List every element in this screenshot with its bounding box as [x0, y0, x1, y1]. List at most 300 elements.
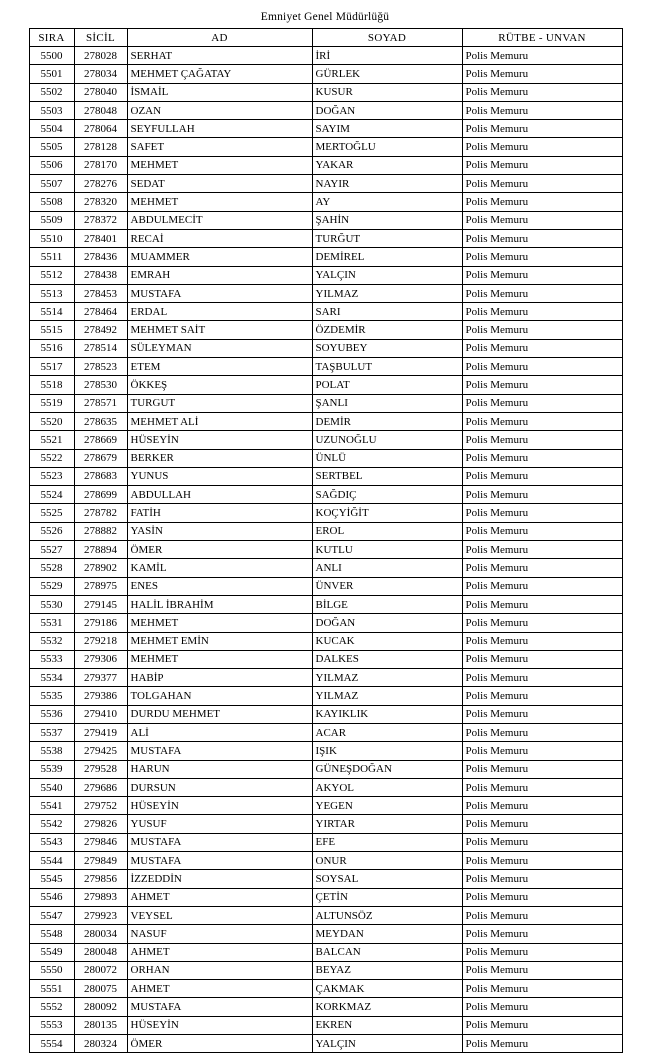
cell-sicil: 278683 — [74, 467, 127, 485]
cell-soyad: KUCAK — [312, 632, 462, 650]
table-row — [29, 303, 622, 321]
cell-sicil: 280135 — [74, 1016, 127, 1034]
cell-sicil: 278436 — [74, 248, 127, 266]
cell-sicil: 278453 — [74, 284, 127, 302]
cell-soyad: IŞIK — [312, 742, 462, 760]
cell-ad: TURGUT — [127, 394, 312, 412]
cell-soyad: EKREN — [312, 1016, 462, 1034]
cell-soyad: ÖZDEMİR — [312, 321, 462, 339]
cell-soyad: YALÇIN — [312, 266, 462, 284]
cell-rutbe: Polis Memuru — [462, 358, 622, 376]
column-header-sicil: SİCİL — [74, 29, 127, 47]
cell-sicil: 279145 — [74, 595, 127, 613]
cell-ad: HÜSEYİN — [127, 1016, 312, 1034]
cell-rutbe: Polis Memuru — [462, 321, 622, 339]
cell-rutbe: Polis Memuru — [462, 687, 622, 705]
cell-ad: MEHMET SAİT — [127, 321, 312, 339]
column-header-sira: SIRA — [29, 29, 74, 47]
cell-rutbe: Polis Memuru — [462, 156, 622, 174]
table-row — [29, 1016, 622, 1034]
cell-soyad: KORKMAZ — [312, 998, 462, 1016]
table-row — [29, 833, 622, 851]
cell-sicil: 278902 — [74, 559, 127, 577]
cell-sira: 5521 — [29, 431, 74, 449]
table-row — [29, 815, 622, 833]
cell-sicil: 279893 — [74, 888, 127, 906]
cell-soyad: KUSUR — [312, 83, 462, 101]
cell-soyad: YAKAR — [312, 156, 462, 174]
table-row — [29, 632, 622, 650]
cell-soyad: EFE — [312, 833, 462, 851]
cell-ad: ÖMER — [127, 541, 312, 559]
cell-soyad: SAYIM — [312, 120, 462, 138]
table-row — [29, 541, 622, 559]
cell-soyad: EROL — [312, 522, 462, 540]
cell-sicil: 278571 — [74, 394, 127, 412]
table-row — [29, 504, 622, 522]
cell-ad: BERKER — [127, 449, 312, 467]
table-row — [29, 431, 622, 449]
cell-sira: 5550 — [29, 961, 74, 979]
cell-sira: 5549 — [29, 943, 74, 961]
cell-ad: MUSTAFA — [127, 998, 312, 1016]
cell-soyad: DEMİR — [312, 412, 462, 430]
cell-ad: ALİ — [127, 723, 312, 741]
table-row — [29, 998, 622, 1016]
cell-sicil: 278894 — [74, 541, 127, 559]
cell-ad: MUSTAFA — [127, 284, 312, 302]
cell-sira: 5529 — [29, 577, 74, 595]
cell-rutbe: Polis Memuru — [462, 101, 622, 119]
cell-ad: SAFET — [127, 138, 312, 156]
cell-rutbe: Polis Memuru — [462, 376, 622, 394]
table-row — [29, 229, 622, 247]
table-row — [29, 943, 622, 961]
cell-soyad: TURĞUT — [312, 229, 462, 247]
cell-sira: 5542 — [29, 815, 74, 833]
cell-ad: YUSUF — [127, 815, 312, 833]
cell-sicil: 279186 — [74, 614, 127, 632]
cell-rutbe: Polis Memuru — [462, 906, 622, 924]
cell-sira: 5553 — [29, 1016, 74, 1034]
cell-soyad: ÜNVER — [312, 577, 462, 595]
cell-rutbe: Polis Memuru — [462, 632, 622, 650]
table-row — [29, 705, 622, 723]
cell-rutbe: Polis Memuru — [462, 412, 622, 430]
cell-sira: 5516 — [29, 339, 74, 357]
cell-sicil: 279923 — [74, 906, 127, 924]
cell-soyad: ÇETİN — [312, 888, 462, 906]
cell-sicil: 278040 — [74, 83, 127, 101]
table-row — [29, 486, 622, 504]
cell-rutbe: Polis Memuru — [462, 925, 622, 943]
cell-ad: SEYFULLAH — [127, 120, 312, 138]
cell-rutbe: Polis Memuru — [462, 138, 622, 156]
cell-ad: ABDULMECİT — [127, 211, 312, 229]
cell-rutbe: Polis Memuru — [462, 577, 622, 595]
table-row — [29, 193, 622, 211]
cell-ad: MUSTAFA — [127, 742, 312, 760]
table-row — [29, 1035, 622, 1053]
cell-sira: 5505 — [29, 138, 74, 156]
cell-sicil: 278028 — [74, 47, 127, 65]
cell-rutbe: Polis Memuru — [462, 723, 622, 741]
table-row — [29, 211, 622, 229]
cell-rutbe: Polis Memuru — [462, 1035, 622, 1053]
cell-soyad: BİLGE — [312, 595, 462, 613]
cell-rutbe: Polis Memuru — [462, 211, 622, 229]
table-row — [29, 559, 622, 577]
table-row — [29, 778, 622, 796]
cell-sira: 5514 — [29, 303, 74, 321]
cell-sicil: 279752 — [74, 797, 127, 815]
cell-soyad: YILMAZ — [312, 669, 462, 687]
cell-sira: 5532 — [29, 632, 74, 650]
cell-ad: MEHMET — [127, 650, 312, 668]
cell-ad: NASUF — [127, 925, 312, 943]
cell-sicil: 280048 — [74, 943, 127, 961]
cell-sira: 5537 — [29, 723, 74, 741]
cell-soyad: ONUR — [312, 852, 462, 870]
table-row — [29, 961, 622, 979]
cell-sira: 5503 — [29, 101, 74, 119]
table-row — [29, 138, 622, 156]
cell-rutbe: Polis Memuru — [462, 175, 622, 193]
cell-ad: OZAN — [127, 101, 312, 119]
cell-rutbe: Polis Memuru — [462, 449, 622, 467]
cell-sira: 5523 — [29, 467, 74, 485]
cell-sira: 5543 — [29, 833, 74, 851]
table-row — [29, 339, 622, 357]
cell-sicil: 278679 — [74, 449, 127, 467]
cell-rutbe: Polis Memuru — [462, 705, 622, 723]
cell-sicil: 279425 — [74, 742, 127, 760]
cell-sira: 5540 — [29, 778, 74, 796]
table-row — [29, 614, 622, 632]
cell-ad: MEHMET — [127, 156, 312, 174]
cell-soyad: ÜNLÜ — [312, 449, 462, 467]
cell-rutbe: Polis Memuru — [462, 65, 622, 83]
cell-ad: DURSUN — [127, 778, 312, 796]
cell-sicil: 278276 — [74, 175, 127, 193]
cell-soyad: YALÇIN — [312, 1035, 462, 1053]
cell-ad: ENES — [127, 577, 312, 595]
cell-rutbe: Polis Memuru — [462, 248, 622, 266]
cell-sicil: 278782 — [74, 504, 127, 522]
cell-sicil: 278492 — [74, 321, 127, 339]
cell-sicil: 280075 — [74, 980, 127, 998]
cell-sira: 5502 — [29, 83, 74, 101]
cell-soyad: ŞANLI — [312, 394, 462, 412]
cell-rutbe: Polis Memuru — [462, 870, 622, 888]
cell-soyad: İRİ — [312, 47, 462, 65]
cell-ad: SEDAT — [127, 175, 312, 193]
cell-ad: MUSTAFA — [127, 833, 312, 851]
cell-sira: 5546 — [29, 888, 74, 906]
cell-soyad: SERTBEL — [312, 467, 462, 485]
cell-soyad: BEYAZ — [312, 961, 462, 979]
cell-sira: 5513 — [29, 284, 74, 302]
cell-sira: 5519 — [29, 394, 74, 412]
column-header-soyad: SOYAD — [312, 29, 462, 47]
cell-sicil: 278064 — [74, 120, 127, 138]
cell-sicil: 280072 — [74, 961, 127, 979]
table-row — [29, 467, 622, 485]
cell-sira: 5527 — [29, 541, 74, 559]
cell-ad: HABİP — [127, 669, 312, 687]
cell-sicil: 279686 — [74, 778, 127, 796]
cell-ad: HARUN — [127, 760, 312, 778]
cell-ad: MEHMET EMİN — [127, 632, 312, 650]
cell-sicil: 279377 — [74, 669, 127, 687]
cell-soyad: NAYIR — [312, 175, 462, 193]
cell-sira: 5536 — [29, 705, 74, 723]
cell-rutbe: Polis Memuru — [462, 595, 622, 613]
cell-ad: RECAİ — [127, 229, 312, 247]
cell-soyad: SOYUBEY — [312, 339, 462, 357]
cell-rutbe: Polis Memuru — [462, 1016, 622, 1034]
table-row — [29, 687, 622, 705]
table-header-row — [29, 29, 622, 47]
cell-ad: YASİN — [127, 522, 312, 540]
cell-soyad: AY — [312, 193, 462, 211]
cell-rutbe: Polis Memuru — [462, 778, 622, 796]
cell-rutbe: Polis Memuru — [462, 193, 622, 211]
cell-ad: MUAMMER — [127, 248, 312, 266]
page-title: Emniyet Genel Müdürlüğü — [260, 11, 390, 23]
cell-sicil: 279528 — [74, 760, 127, 778]
cell-rutbe: Polis Memuru — [462, 760, 622, 778]
cell-rutbe: Polis Memuru — [462, 83, 622, 101]
cell-sicil: 279856 — [74, 870, 127, 888]
cell-sira: 5517 — [29, 358, 74, 376]
cell-sicil: 278401 — [74, 229, 127, 247]
cell-sira: 5518 — [29, 376, 74, 394]
cell-ad: HALİL İBRAHİM — [127, 595, 312, 613]
cell-sira: 5504 — [29, 120, 74, 138]
cell-sira: 5544 — [29, 852, 74, 870]
cell-rutbe: Polis Memuru — [462, 120, 622, 138]
cell-rutbe: Polis Memuru — [462, 614, 622, 632]
cell-sicil: 278523 — [74, 358, 127, 376]
cell-sicil: 278048 — [74, 101, 127, 119]
cell-rutbe: Polis Memuru — [462, 339, 622, 357]
cell-ad: DURDU MEHMET — [127, 705, 312, 723]
cell-rutbe: Polis Memuru — [462, 669, 622, 687]
cell-sira: 5535 — [29, 687, 74, 705]
cell-rutbe: Polis Memuru — [462, 815, 622, 833]
cell-rutbe: Polis Memuru — [462, 980, 622, 998]
table-body — [29, 47, 622, 1053]
cell-rutbe: Polis Memuru — [462, 266, 622, 284]
cell-sicil: 278320 — [74, 193, 127, 211]
cell-soyad: SARI — [312, 303, 462, 321]
cell-sira: 5547 — [29, 906, 74, 924]
cell-soyad: KOÇYİĞİT — [312, 504, 462, 522]
cell-soyad: DALKES — [312, 650, 462, 668]
cell-ad: SERHAT — [127, 47, 312, 65]
cell-sira: 5511 — [29, 248, 74, 266]
cell-soyad: DEMİREL — [312, 248, 462, 266]
cell-ad: MEHMET ÇAĞATAY — [127, 65, 312, 83]
cell-ad: YUNUS — [127, 467, 312, 485]
table-row — [29, 650, 622, 668]
cell-sira: 5533 — [29, 650, 74, 668]
table-row — [29, 83, 622, 101]
cell-sira: 5530 — [29, 595, 74, 613]
roster-table — [29, 28, 623, 1053]
cell-sira: 5528 — [29, 559, 74, 577]
table-row — [29, 321, 622, 339]
cell-sicil: 279218 — [74, 632, 127, 650]
cell-sira: 5545 — [29, 870, 74, 888]
cell-soyad: ŞAHİN — [312, 211, 462, 229]
cell-ad: KAMİL — [127, 559, 312, 577]
cell-ad: EMRAH — [127, 266, 312, 284]
cell-ad: ABDULLAH — [127, 486, 312, 504]
table-row — [29, 65, 622, 83]
cell-sira: 5538 — [29, 742, 74, 760]
cell-ad: VEYSEL — [127, 906, 312, 924]
cell-sicil: 278635 — [74, 412, 127, 430]
cell-rutbe: Polis Memuru — [462, 852, 622, 870]
cell-soyad: UZUNOĞLU — [312, 431, 462, 449]
cell-soyad: SOYSAL — [312, 870, 462, 888]
table-row — [29, 925, 622, 943]
cell-sira: 5539 — [29, 760, 74, 778]
cell-rutbe: Polis Memuru — [462, 486, 622, 504]
table-row — [29, 760, 622, 778]
cell-sira: 5541 — [29, 797, 74, 815]
cell-ad: İSMAİL — [127, 83, 312, 101]
cell-rutbe: Polis Memuru — [462, 541, 622, 559]
cell-ad: MEHMET ALİ — [127, 412, 312, 430]
cell-rutbe: Polis Memuru — [462, 47, 622, 65]
cell-ad: FATİH — [127, 504, 312, 522]
cell-rutbe: Polis Memuru — [462, 961, 622, 979]
cell-soyad: GÜNEŞDOĞAN — [312, 760, 462, 778]
table-header — [29, 29, 622, 47]
cell-ad: MEHMET — [127, 614, 312, 632]
cell-ad: ÖMER — [127, 1035, 312, 1053]
cell-sicil: 280034 — [74, 925, 127, 943]
cell-sira: 5552 — [29, 998, 74, 1016]
table-row — [29, 742, 622, 760]
cell-sira: 5512 — [29, 266, 74, 284]
cell-sira: 5508 — [29, 193, 74, 211]
cell-rutbe: Polis Memuru — [462, 742, 622, 760]
cell-ad: SÜLEYMAN — [127, 339, 312, 357]
cell-sicil: 279849 — [74, 852, 127, 870]
cell-rutbe: Polis Memuru — [462, 467, 622, 485]
cell-sicil: 278372 — [74, 211, 127, 229]
cell-soyad: DOĞAN — [312, 101, 462, 119]
table-row — [29, 852, 622, 870]
table-row — [29, 394, 622, 412]
cell-rutbe: Polis Memuru — [462, 431, 622, 449]
cell-sira: 5506 — [29, 156, 74, 174]
cell-sira: 5510 — [29, 229, 74, 247]
cell-ad: HÜSEYİN — [127, 431, 312, 449]
table-row — [29, 120, 622, 138]
cell-rutbe: Polis Memuru — [462, 998, 622, 1016]
cell-sicil: 278170 — [74, 156, 127, 174]
cell-rutbe: Polis Memuru — [462, 650, 622, 668]
cell-sira: 5500 — [29, 47, 74, 65]
cell-sicil: 280324 — [74, 1035, 127, 1053]
roster-table-container — [29, 28, 622, 1053]
cell-sira: 5526 — [29, 522, 74, 540]
cell-ad: MUSTAFA — [127, 852, 312, 870]
cell-soyad: YEGEN — [312, 797, 462, 815]
table-row — [29, 870, 622, 888]
cell-soyad: ALTUNSÖZ — [312, 906, 462, 924]
cell-rutbe: Polis Memuru — [462, 797, 622, 815]
cell-ad: ETEM — [127, 358, 312, 376]
cell-ad: AHMET — [127, 980, 312, 998]
cell-soyad: MERTOĞLU — [312, 138, 462, 156]
cell-ad: ÖKKEŞ — [127, 376, 312, 394]
table-row — [29, 595, 622, 613]
cell-rutbe: Polis Memuru — [462, 522, 622, 540]
column-header-rutbe-unvan: RÜTBE - UNVAN — [462, 29, 622, 47]
cell-soyad: SAĞDIÇ — [312, 486, 462, 504]
table-row — [29, 175, 622, 193]
cell-sicil: 279386 — [74, 687, 127, 705]
cell-soyad: DOĞAN — [312, 614, 462, 632]
cell-sicil: 278464 — [74, 303, 127, 321]
cell-sicil: 278514 — [74, 339, 127, 357]
cell-rutbe: Polis Memuru — [462, 229, 622, 247]
cell-soyad: MEYDAN — [312, 925, 462, 943]
cell-soyad: ÇAKMAK — [312, 980, 462, 998]
table-row — [29, 577, 622, 595]
table-row — [29, 906, 622, 924]
cell-soyad: ACAR — [312, 723, 462, 741]
cell-soyad: GÜRLEK — [312, 65, 462, 83]
table-row — [29, 522, 622, 540]
cell-sicil: 279419 — [74, 723, 127, 741]
cell-rutbe: Polis Memuru — [462, 504, 622, 522]
table-row — [29, 723, 622, 741]
table-row — [29, 980, 622, 998]
cell-sira: 5507 — [29, 175, 74, 193]
cell-soyad: YIRTAR — [312, 815, 462, 833]
table-row — [29, 797, 622, 815]
cell-sicil: 278438 — [74, 266, 127, 284]
cell-soyad: ANLI — [312, 559, 462, 577]
cell-sira: 5524 — [29, 486, 74, 504]
cell-ad: ERDAL — [127, 303, 312, 321]
cell-ad: AHMET — [127, 943, 312, 961]
table-row — [29, 669, 622, 687]
cell-soyad: YILMAZ — [312, 284, 462, 302]
cell-soyad: KUTLU — [312, 541, 462, 559]
table-row — [29, 156, 622, 174]
cell-ad: HÜSEYİN — [127, 797, 312, 815]
cell-soyad: KAYIKLIK — [312, 705, 462, 723]
cell-sicil: 278882 — [74, 522, 127, 540]
cell-sicil: 279410 — [74, 705, 127, 723]
cell-sira: 5501 — [29, 65, 74, 83]
cell-sicil: 278530 — [74, 376, 127, 394]
cell-soyad: AKYOL — [312, 778, 462, 796]
cell-sira: 5548 — [29, 925, 74, 943]
cell-sicil: 278128 — [74, 138, 127, 156]
cell-sicil: 279846 — [74, 833, 127, 851]
cell-sira: 5531 — [29, 614, 74, 632]
cell-sicil: 279306 — [74, 650, 127, 668]
